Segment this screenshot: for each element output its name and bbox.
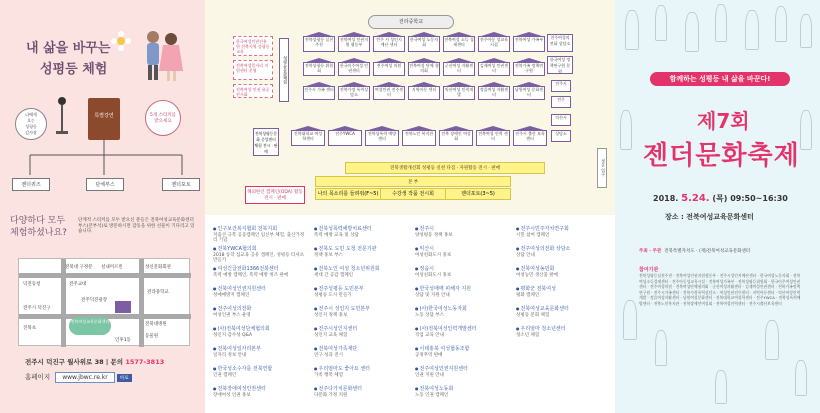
program-item: [415, 246, 511, 258]
date-rest: (목) 09:50~16:30: [712, 194, 788, 203]
program-desc: 평화 캠페인: [516, 292, 540, 298]
map-building-icon: [115, 301, 131, 313]
homepage-link[interactable]: www.jbwc.re.kr: [55, 372, 115, 383]
program-item: [213, 226, 309, 244]
homepage-row: [25, 372, 132, 383]
program-name: ● 이데홍북 여성협동조합: [415, 346, 511, 353]
program-item: [415, 386, 511, 398]
program-name: ● (사)전북여성인력개발센터: [415, 326, 511, 333]
participants-text: 전북성평등실천주천 · 전북여성인권지원협동부 · 전주시성인지예산센터 · 한국여성노동자회 · 전북여성소득경제센터 · 전주아동성교육시설 · 전북여성가족부 · 전북성평등위원회 · 한국이주여성인권센터 · 전주여성의원 · 전북여성단체협의회 · 군산여성자활센터 · 김제여성인권센터 · 전북가족정책연구원 · 전주시가족센터 · 전북가정폭력상담소 · 여성인권전주센터 · 지역아동센터 · 익산여성인력개발 · 정읍여성자활센터 · 남원여성문화센터 · 진북대학교여성학센터 · 전주YWCA · 전북성폭력예방센터 · 전북노인복지관 · 전북장애인여성회 · 전북여성인력센터 · 전주시출산보육센터: [639, 273, 801, 306]
program-desc: 직업 교육 안내: [415, 332, 444, 338]
figure-illustration: [655, 330, 667, 366]
microphone-icon: [52, 95, 72, 135]
program-name: ● 전북노인 여성 청소년위원회: [314, 266, 410, 273]
booth-room: 전주여성 의원: [373, 62, 405, 76]
phone-number: 1577-3813: [125, 358, 165, 366]
stage-item: 수강생 작품 전시회: [381, 189, 446, 199]
program-item: [314, 386, 410, 398]
program-item: [415, 266, 511, 278]
program-name: ● 여성긴급전화1366전북센터: [213, 266, 309, 273]
program-item: [213, 346, 309, 358]
flow-step-quiz: 젠더퀴즈: [12, 178, 50, 191]
stage-item: 나의 목소리를 들려줘(F~5): [316, 189, 381, 199]
program-desc: 인권 캠페인: [213, 372, 237, 378]
program-item: [415, 226, 511, 238]
booth-room: 전북 장애인 여성회: [439, 130, 473, 146]
booth-room: 한국이주여성 인권센터: [338, 62, 370, 76]
flower-icon: [110, 30, 132, 52]
map-road: [19, 273, 191, 278]
program-item: [415, 326, 511, 338]
program-name: ● 정읍시: [415, 266, 511, 273]
figure-illustration: [620, 110, 632, 150]
program-list: [205, 220, 615, 413]
side-room: 전주여성의 전화 상담소: [547, 34, 573, 52]
flow-step-photo: 젠더포토: [162, 178, 200, 191]
host-row: [639, 248, 753, 254]
festival-date: [653, 193, 788, 204]
booth-room: 전주 시 성인지 예산 센터: [373, 36, 405, 52]
program-desc: 폭력 예방 교육 및 상담: [314, 232, 359, 238]
figure-illustration: [685, 12, 699, 52]
question-text: 다양하다 모두 체험하셨나요?: [10, 216, 67, 238]
booth-room: 전북가정 폭력상담소: [338, 86, 370, 100]
program-desc: 여성인권 부스 운영: [213, 312, 251, 318]
bubble-right: 5개 스티커를 받으세요: [145, 100, 181, 136]
side-room: 한국여성 정책연구원 분원: [547, 56, 573, 74]
program-item: [516, 306, 612, 318]
map-destination: [69, 317, 111, 335]
figure-illustration: [765, 320, 779, 360]
map-label: 전라중학교: [147, 290, 169, 295]
program-desc: 청소년 체험: [516, 332, 540, 338]
banner-booth: 전북생활개선회 성평등 실천 다짐 · 자원활동 전시 · 판매: [345, 162, 545, 174]
program-desc: 가족 행복 체험: [314, 372, 343, 378]
program-desc: 정책 홍보 부스: [314, 252, 343, 258]
booth-room: 전북성폭력 예방센터: [365, 130, 399, 146]
couple-illustration: [135, 25, 190, 85]
program-desc: 2018 동학 십교육 공유 캠페인, 성평등 티셔츠 만들기: [213, 252, 305, 264]
left-title-line2: 성평등 체험: [40, 62, 108, 77]
program-name: ● 전주시성인지센터: [314, 326, 410, 333]
program-name: ● 전북도 도민 도청 전문기관: [314, 246, 410, 253]
program-desc: 저출산 극복 공동캠페인 임신부 체험, 출산가정 리 기념: [213, 232, 305, 244]
program-name: ● 전북여성가족재단: [314, 346, 410, 353]
figure-illustration: [623, 300, 637, 340]
center-note2: 체험 전시 · 판매: [254, 143, 278, 154]
festival-place: 장소 : 전북여성교육문화센터: [665, 213, 754, 221]
booth-room: 진북대학교 여성학센터: [291, 130, 325, 146]
program-item: [314, 286, 410, 298]
map-destination-label: 전북여성교육문화센터: [70, 319, 110, 324]
program-item: [516, 326, 612, 338]
festival-number: 제7회: [697, 109, 750, 133]
program-desc: 공정무역 판매: [415, 352, 443, 358]
program-desc: 시민 참여 캠페인: [516, 232, 550, 238]
program-item: [213, 386, 309, 398]
program-desc: 성평등 문화 체험: [516, 312, 550, 318]
side-room: 상담소: [551, 130, 571, 142]
floor-plan: [205, 0, 615, 215]
program-desc: 양성평등 정책 홍보: [415, 232, 453, 238]
booth-room: 전주YWCA: [328, 130, 362, 146]
program-item: [213, 286, 309, 298]
program-name: ● 인구보건복지협회 전북지회: [213, 226, 309, 233]
side-room: 익산시: [551, 114, 571, 126]
program-item: [314, 226, 410, 238]
map-label: 전주덕진광장: [81, 298, 108, 303]
homepage-go-button[interactable]: 바로: [117, 374, 132, 382]
booth-room: 전주시 가족 센터: [303, 86, 335, 100]
booth-room: 전주아동 성교육 시설: [478, 36, 510, 52]
program-item: [415, 306, 511, 318]
program-item: [213, 306, 309, 318]
booth-room: 전북여성 소득 경제센터: [443, 36, 475, 52]
program-desc: 성인지 교육 체험: [314, 332, 348, 338]
bubble-left: 나에게 오는 성평등 감사장: [15, 108, 47, 140]
map-label: 진북초: [23, 326, 37, 331]
program-desc: 다문화 가정 지원: [314, 392, 348, 398]
map-label: 전주교대: [69, 282, 87, 287]
figure-illustration: [655, 5, 667, 41]
program-name: ● 우리엄마도 좋아요 센터: [314, 366, 410, 373]
program-desc: 노동 상담 부스: [415, 312, 444, 318]
program-item: [213, 246, 309, 264]
program-desc: 성평등 도시 만들기: [314, 292, 352, 298]
program-desc: 여성농민 생산품 판매: [516, 272, 558, 278]
figure-illustration: [745, 10, 759, 50]
map-road: [139, 259, 144, 347]
program-name: ● 전북YWCA협의회: [213, 246, 309, 253]
map-road: [61, 259, 66, 347]
date-year: 2018.: [653, 194, 679, 203]
program-name: ● 전북성폭력예방치료센터: [314, 226, 410, 233]
program-desc: 상담 안내: [516, 252, 535, 258]
figure-illustration: [800, 14, 812, 48]
booth-room: 익산여성 인력개발: [443, 86, 475, 100]
program-desc: 여성친화도시 홍보: [415, 252, 452, 258]
booth-room: 전북성평등 실천 주천: [303, 36, 335, 52]
address: [25, 357, 164, 366]
main-booth: 본 부: [315, 176, 511, 187]
program-item: [415, 346, 511, 358]
stage-item: 젠더포토(3~5): [461, 191, 495, 197]
program-name: ● 전주여성의전화 상담소: [516, 246, 612, 253]
flow-lines: [0, 140, 205, 200]
program-desc: 노동 인권 캠페인: [415, 392, 449, 398]
program-name: ● 전주시 성인지 도민본부: [314, 306, 410, 313]
question-description: 단계적 스티커를 모두 받으신 분들은 전북여성교육문화센터 부스(본부석)로 방문하시면 감동을 위한 선물이 기다리고 있습니다.: [78, 218, 195, 235]
booth-room: 전북성평등 위원회: [303, 62, 335, 76]
left-title-line1: 내 삶을 바꾸는: [26, 41, 111, 56]
map-label: 덕진동청: [23, 282, 41, 287]
booth-room: 남원여성 문화센터: [513, 86, 545, 100]
program-name: ● 전북여성인권지원센터: [213, 286, 309, 293]
program-desc: 연구 성과 전시: [314, 352, 343, 358]
program-item: [213, 266, 309, 278]
booth-room: 여성인권 전주센터: [373, 86, 405, 100]
program-desc: 성인지 감수성 Q&A: [213, 332, 253, 338]
program-name: ● 전주여성의전화: [213, 306, 309, 313]
program-name: ● 전북장애여성인권센터: [213, 386, 309, 393]
figure-illustration: [715, 370, 727, 404]
participants-title: 참여기관: [639, 267, 659, 273]
figure-illustration: [775, 6, 787, 42]
program-item: [314, 306, 410, 318]
program-item: [314, 366, 410, 378]
program-name: ● 익산시: [415, 246, 511, 253]
program-name: ● 전북여성일자리본부: [213, 346, 309, 353]
program-desc: 일자리 정보 안내: [213, 352, 247, 358]
slogan-badge: 함께하는 성평등 내 삶을 바꾼다!: [650, 72, 790, 86]
note-pink-3: 전북여성 인권 유공 전시회: [233, 84, 273, 98]
program-item: [314, 246, 410, 258]
booth-room: 김제여성 인권센터: [478, 62, 510, 76]
program-name: ● 전주다가치문화센터: [314, 386, 410, 393]
program-desc: 인권 지원 안내: [415, 372, 444, 378]
note-pink-1: 한국여성인권진흥원 전북지역 성평등 교육: [233, 36, 273, 56]
booth-room: 전북여성 단체 협의회: [408, 62, 440, 76]
booth-room: 정읍여성 자활센터: [478, 86, 510, 100]
program-name: ● 전북여성교육문화센터: [516, 306, 612, 313]
entrance-label: 정문 입구: [597, 148, 607, 188]
figure-illustration: [795, 360, 807, 396]
map-label: 설내미르빈: [101, 265, 123, 270]
program-desc: 장애여성 인권 홍보: [213, 392, 251, 398]
side-room: 전주시: [551, 80, 571, 92]
program-name: ● 전주시민주자치연구회: [516, 226, 612, 233]
program-name: ● 전주성평등 도민본부: [314, 286, 410, 293]
map-label: 전북대병원: [145, 322, 167, 327]
center-booth: [253, 128, 279, 156]
program-name: ● 전주시: [415, 226, 511, 233]
homepage-label: 홈페이지: [25, 373, 51, 381]
figure-illustration: [715, 4, 727, 42]
program-item: [516, 266, 612, 278]
map-label: 성신문화회관: [145, 265, 172, 270]
host-label: 주최 · 주관: [639, 249, 662, 254]
program-desc: 상담 및 지원 안내: [415, 292, 450, 298]
program-item: [314, 326, 410, 338]
booth-room: 전북가족 정책연구원: [513, 62, 545, 76]
program-name: ● 전북여성노동회: [415, 386, 511, 393]
program-item: [516, 226, 612, 238]
booth-room: 전북여성 인권지원 협동부: [338, 36, 370, 52]
figure-illustration: [800, 110, 812, 150]
figure-illustration: [625, 10, 639, 50]
booth-room: 지역아동 센터: [408, 86, 440, 100]
program-item: [415, 286, 511, 298]
map-label: 전주시 덕진구: [23, 306, 51, 311]
stage-row: [315, 188, 511, 200]
right-panel: [615, 0, 820, 413]
program-desc: 성매매방지 캠페인: [213, 292, 250, 298]
map-label: 동물원: [145, 334, 159, 339]
booth-room: 전북여성 인력 센터: [476, 130, 510, 146]
festival-name: 젠더문화축제: [643, 141, 800, 171]
flow-step-booth: 단체부스: [86, 178, 124, 191]
program-item: [314, 266, 410, 278]
program-desc: 폭력 예방 캠페인, 폭력 예방 퀴즈 판매: [213, 272, 289, 278]
location-map: [18, 258, 190, 346]
podium: [88, 98, 120, 140]
school-label: 전라중학교: [368, 15, 454, 29]
date-day: 5.24.: [681, 193, 710, 204]
booth-room: 전주시 출산 보육센터: [513, 130, 547, 146]
program-name: ● 전주여성인권지원센터: [415, 366, 511, 373]
program-item: [314, 346, 410, 358]
program-name: ● 전북여성농민회: [516, 266, 612, 273]
booth-room: 전북여성 가족부: [513, 36, 545, 52]
program-name: ● 평화군 전북여성: [516, 286, 612, 293]
center-note1: 전북성평등문화 중앙센터: [254, 131, 277, 142]
program-name: ● 한국성소수자를 전북연합: [213, 366, 309, 373]
program-item: [213, 366, 309, 378]
podium-label: 특별강연: [94, 113, 114, 119]
program-name: ● 한국성매매 피해자 지원: [415, 286, 511, 293]
program-item: [516, 286, 612, 298]
program-desc: 여성친화도시 홍보: [415, 272, 452, 278]
booth-room: 전북노인 복지관: [402, 130, 436, 146]
program-name: ● 우리엄마 청소년센터: [516, 326, 612, 333]
program-desc: 세대 간 공감 캠페인: [314, 272, 354, 278]
map-label: 인후1동: [115, 338, 131, 343]
booth-room: 한국여성 노동자회: [408, 36, 440, 52]
program-name: ● (사)전북여성단체협의회: [213, 326, 309, 333]
vertical-sign: 성평등문화체험: [279, 38, 289, 102]
note-pink-2: 전북여성일자리 지원센터 운영: [233, 60, 273, 80]
address-text: 전주시 덕진구 월사위로 38 | 문의: [25, 358, 124, 366]
booth-room: 군산여성 자활센터: [443, 62, 475, 76]
program-name: ● (사)한국여성노동자회: [415, 306, 511, 313]
info-booth: 해외한인 캠페인(ODA) 활동 전시 · 판매: [245, 186, 305, 204]
map-label: 전북대 구정문: [65, 265, 93, 270]
side-room: 전주: [551, 96, 571, 108]
program-item: [213, 326, 309, 338]
program-item: [516, 246, 612, 258]
host-orgs: 전북특별자치도 · (재)전북여성교육문화센터: [664, 249, 751, 254]
left-panel: [0, 0, 205, 413]
middle-panel: [205, 0, 615, 413]
program-item: [415, 366, 511, 378]
program-desc: 성인지 정책 홍보: [314, 312, 348, 318]
